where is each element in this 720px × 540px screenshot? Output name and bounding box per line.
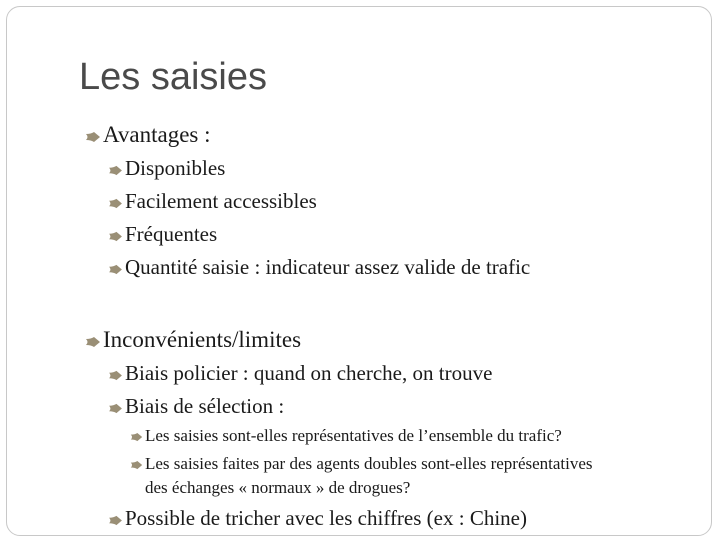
arrow-bullet-icon xyxy=(108,515,123,526)
bullet-item-agents-doubles xyxy=(130,454,593,474)
bullet-item-frequentes xyxy=(108,222,217,246)
bullet-text: des échanges « normaux » de drogues? xyxy=(145,478,411,497)
bullet-text: Facilement accessibles xyxy=(125,189,317,213)
bullet-text: Disponibles xyxy=(125,156,226,180)
bullet-text: Possible de tricher avec les chiffres (ex : Chine) xyxy=(125,506,527,530)
bullet-item-accessibles xyxy=(108,189,317,213)
arrow-bullet-icon xyxy=(130,460,143,470)
bullet-item-avantages xyxy=(85,122,211,148)
bullet-item-biais-policier xyxy=(108,361,492,385)
bullet-text: Avantages : xyxy=(103,122,211,147)
bullet-item-continuation xyxy=(145,478,410,498)
bullet-text: Biais policier : quand on cherche, on trouve xyxy=(125,361,493,385)
arrow-bullet-icon xyxy=(108,165,123,176)
arrow-bullet-icon xyxy=(85,131,101,143)
bullet-text: Inconvénients/limites xyxy=(103,327,302,352)
slide-title: Les saisies xyxy=(79,56,267,98)
bullet-item-representatives xyxy=(130,426,562,446)
arrow-bullet-icon xyxy=(130,432,143,442)
bullet-text: Quantité saisie : indicateur assez valide de trafic xyxy=(125,255,531,279)
bullet-text: Fréquentes xyxy=(125,222,218,246)
arrow-bullet-icon xyxy=(85,336,101,348)
bullet-item-quantite xyxy=(108,255,530,279)
arrow-bullet-icon xyxy=(108,403,123,414)
bullet-item-biais-selection xyxy=(108,394,284,418)
bullet-item-tricher xyxy=(108,506,527,530)
arrow-bullet-icon xyxy=(108,231,123,242)
bullet-item-disponibles xyxy=(108,156,225,180)
bullet-text: Les saisies faites par des agents doubles sont-elles représentatives xyxy=(145,454,593,473)
bullet-text: Les saisies sont-elles représentatives de l’ensemble du trafic? xyxy=(145,426,562,445)
bullet-text: Biais de sélection : xyxy=(125,394,285,418)
arrow-bullet-icon xyxy=(108,198,123,209)
arrow-bullet-icon xyxy=(108,370,123,381)
arrow-bullet-icon xyxy=(108,264,123,275)
bullet-item-inconvenients xyxy=(85,327,301,353)
